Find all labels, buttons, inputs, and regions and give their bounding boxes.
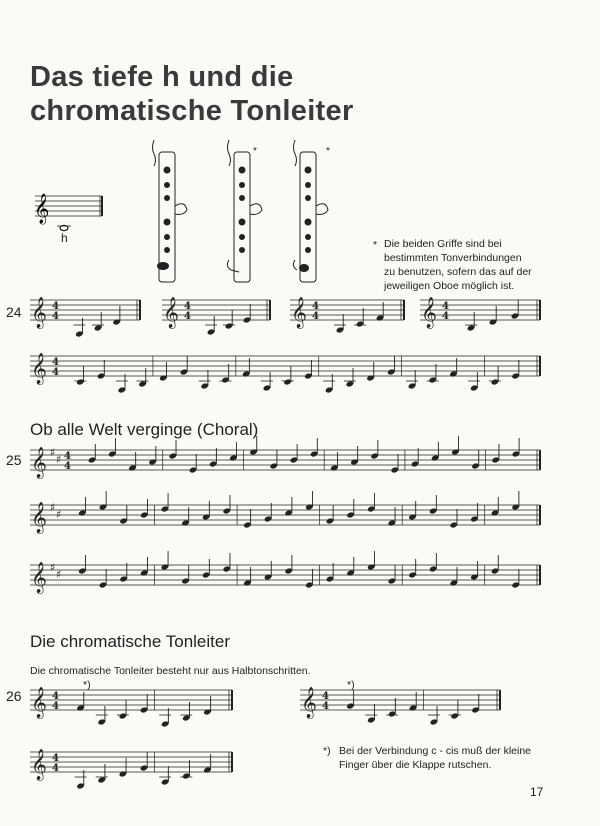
time-sig-bottom: 4 — [442, 311, 449, 322]
section-text-chromatic: Die chromatische Tonleiter besteht nur aus Halbtonschritten. — [30, 665, 311, 677]
treble-clef: 𝄞 — [31, 562, 47, 593]
time-sig-top: 4 — [442, 301, 449, 312]
note-label-h: h — [61, 231, 68, 245]
footnote-line: zu benutzen, sofern das auf der — [384, 266, 532, 278]
time-sig-top: 4 — [322, 691, 329, 702]
footnote-line: Die beiden Griffe sind bei — [384, 238, 502, 250]
time-sig-top: 4 — [52, 357, 59, 368]
key-sharp: ♯ — [56, 453, 62, 466]
time-sig-top: 4 — [52, 691, 59, 702]
time-sig-top: 4 — [64, 451, 71, 462]
exercise-number-26: 26 — [6, 688, 22, 704]
time-sig-bottom: 4 — [52, 763, 59, 774]
treble-clef: 𝄞 — [163, 297, 179, 328]
chromatic-marker-2: *) — [347, 679, 355, 691]
key-sharp: ♯ — [50, 446, 56, 459]
footnote-line: jeweiligen Oboe möglich ist. — [384, 280, 515, 292]
title-line-1: Das tiefe h und die — [30, 61, 294, 93]
footnote-line: bestimmten Tonverbindungen — [384, 252, 522, 264]
time-sig-bottom: 4 — [52, 367, 59, 378]
page-number: 17 — [530, 785, 544, 799]
footnote-line: Finger über die Klappe rutschen. — [339, 759, 492, 771]
exercise-number-25: 25 — [6, 452, 22, 468]
time-sig-bottom: 4 — [322, 701, 329, 712]
time-sig-bottom: 4 — [52, 701, 59, 712]
exercise-number-24: 24 — [6, 304, 22, 320]
treble-clef: 𝄞 — [31, 353, 47, 384]
section-title-choral: Ob alle Welt verginge (Choral) — [30, 420, 259, 439]
footnote-line: Bei der Verbindung c - cis muß der kleine — [339, 745, 532, 757]
treble-clef: 𝄞 — [31, 687, 47, 718]
time-sig-top: 4 — [184, 301, 191, 312]
key-sharp: ♯ — [56, 508, 62, 521]
title-line-2: chromatische Tonleiter — [30, 95, 354, 127]
footnote-paren-marker: *) — [323, 745, 331, 757]
time-sig-top: 4 — [52, 301, 59, 312]
time-sig-top: 4 — [52, 753, 59, 764]
treble-clef: 𝄞 — [31, 749, 47, 780]
treble-clef: 𝄞 — [31, 447, 47, 478]
fingering-star-1: * — [253, 146, 257, 157]
time-sig-top: 4 — [312, 301, 319, 312]
time-sig-bottom: 4 — [184, 311, 191, 322]
time-sig-bottom: 4 — [64, 461, 71, 472]
footnote-star-marker: * — [373, 239, 378, 251]
key-sharp: ♯ — [50, 561, 56, 574]
treble-clef: 𝄞 — [301, 687, 317, 718]
key-sharp: ♯ — [56, 568, 62, 581]
treble-clef: 𝄞 — [31, 297, 47, 328]
treble-clef: 𝄞 — [291, 297, 307, 328]
treble-clef: 𝄞 — [421, 297, 437, 328]
time-sig-bottom: 4 — [52, 311, 59, 322]
section-title-chromatic: Die chromatische Tonleiter — [30, 632, 230, 651]
fingering-star-2: * — [326, 146, 330, 157]
treble-clef: 𝄞 — [31, 502, 47, 533]
key-sharp: ♯ — [50, 501, 56, 514]
svg-text:𝄞: 𝄞 — [34, 194, 50, 224]
chromatic-marker-1: *) — [83, 679, 91, 691]
time-sig-bottom: 4 — [312, 311, 319, 322]
